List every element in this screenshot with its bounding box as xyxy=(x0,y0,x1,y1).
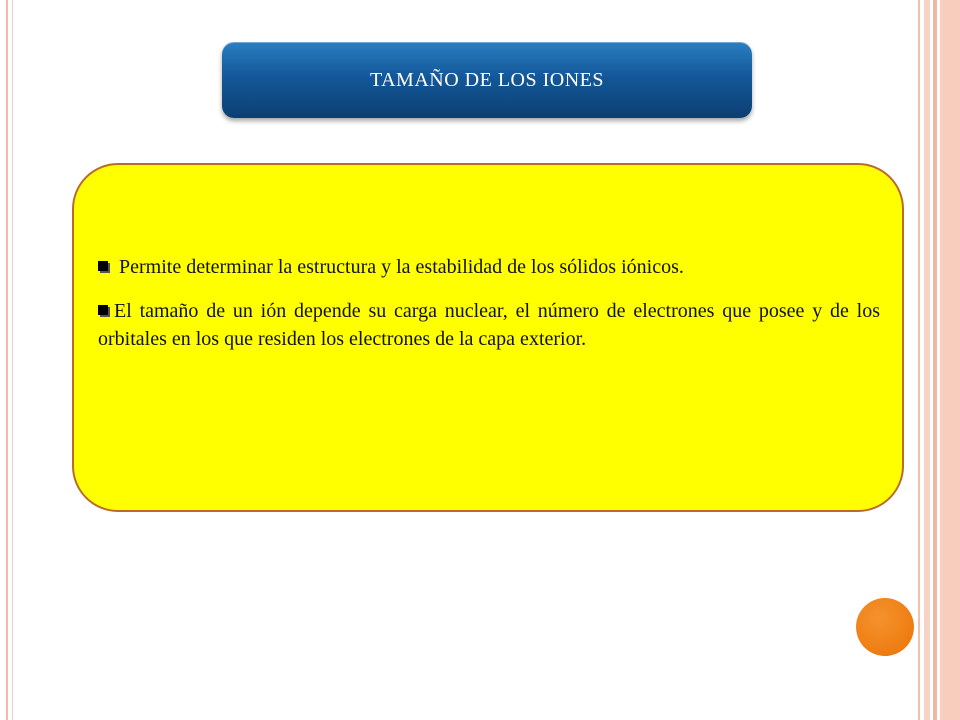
right-decorative-stripe xyxy=(940,0,960,720)
bullet-text: Permite determinar la estructura y la estabilidad de los sólidos iónicos. xyxy=(114,256,684,278)
content-box xyxy=(72,163,904,512)
right-decorative-stripe xyxy=(918,0,920,720)
bullet-item xyxy=(98,253,880,281)
left-decorative-rule-inner xyxy=(12,0,13,720)
bullet-item xyxy=(98,297,880,353)
slide-title-bar xyxy=(222,42,752,118)
slide-title: TAMAÑO DE LOS IONES xyxy=(369,68,604,91)
left-decorative-rule xyxy=(6,0,8,720)
square-bullet-icon xyxy=(98,305,108,315)
right-decorative-stripe xyxy=(933,0,937,720)
orange-circle-decoration xyxy=(856,598,914,656)
right-decorative-stripe xyxy=(924,0,930,720)
bullet-text: El tamaño de un ión depende su carga nuclear, el número de electrones que posee y de los orbitales en los que residen los electrones de la capa exterior. xyxy=(98,300,880,350)
square-bullet-icon xyxy=(98,261,108,271)
